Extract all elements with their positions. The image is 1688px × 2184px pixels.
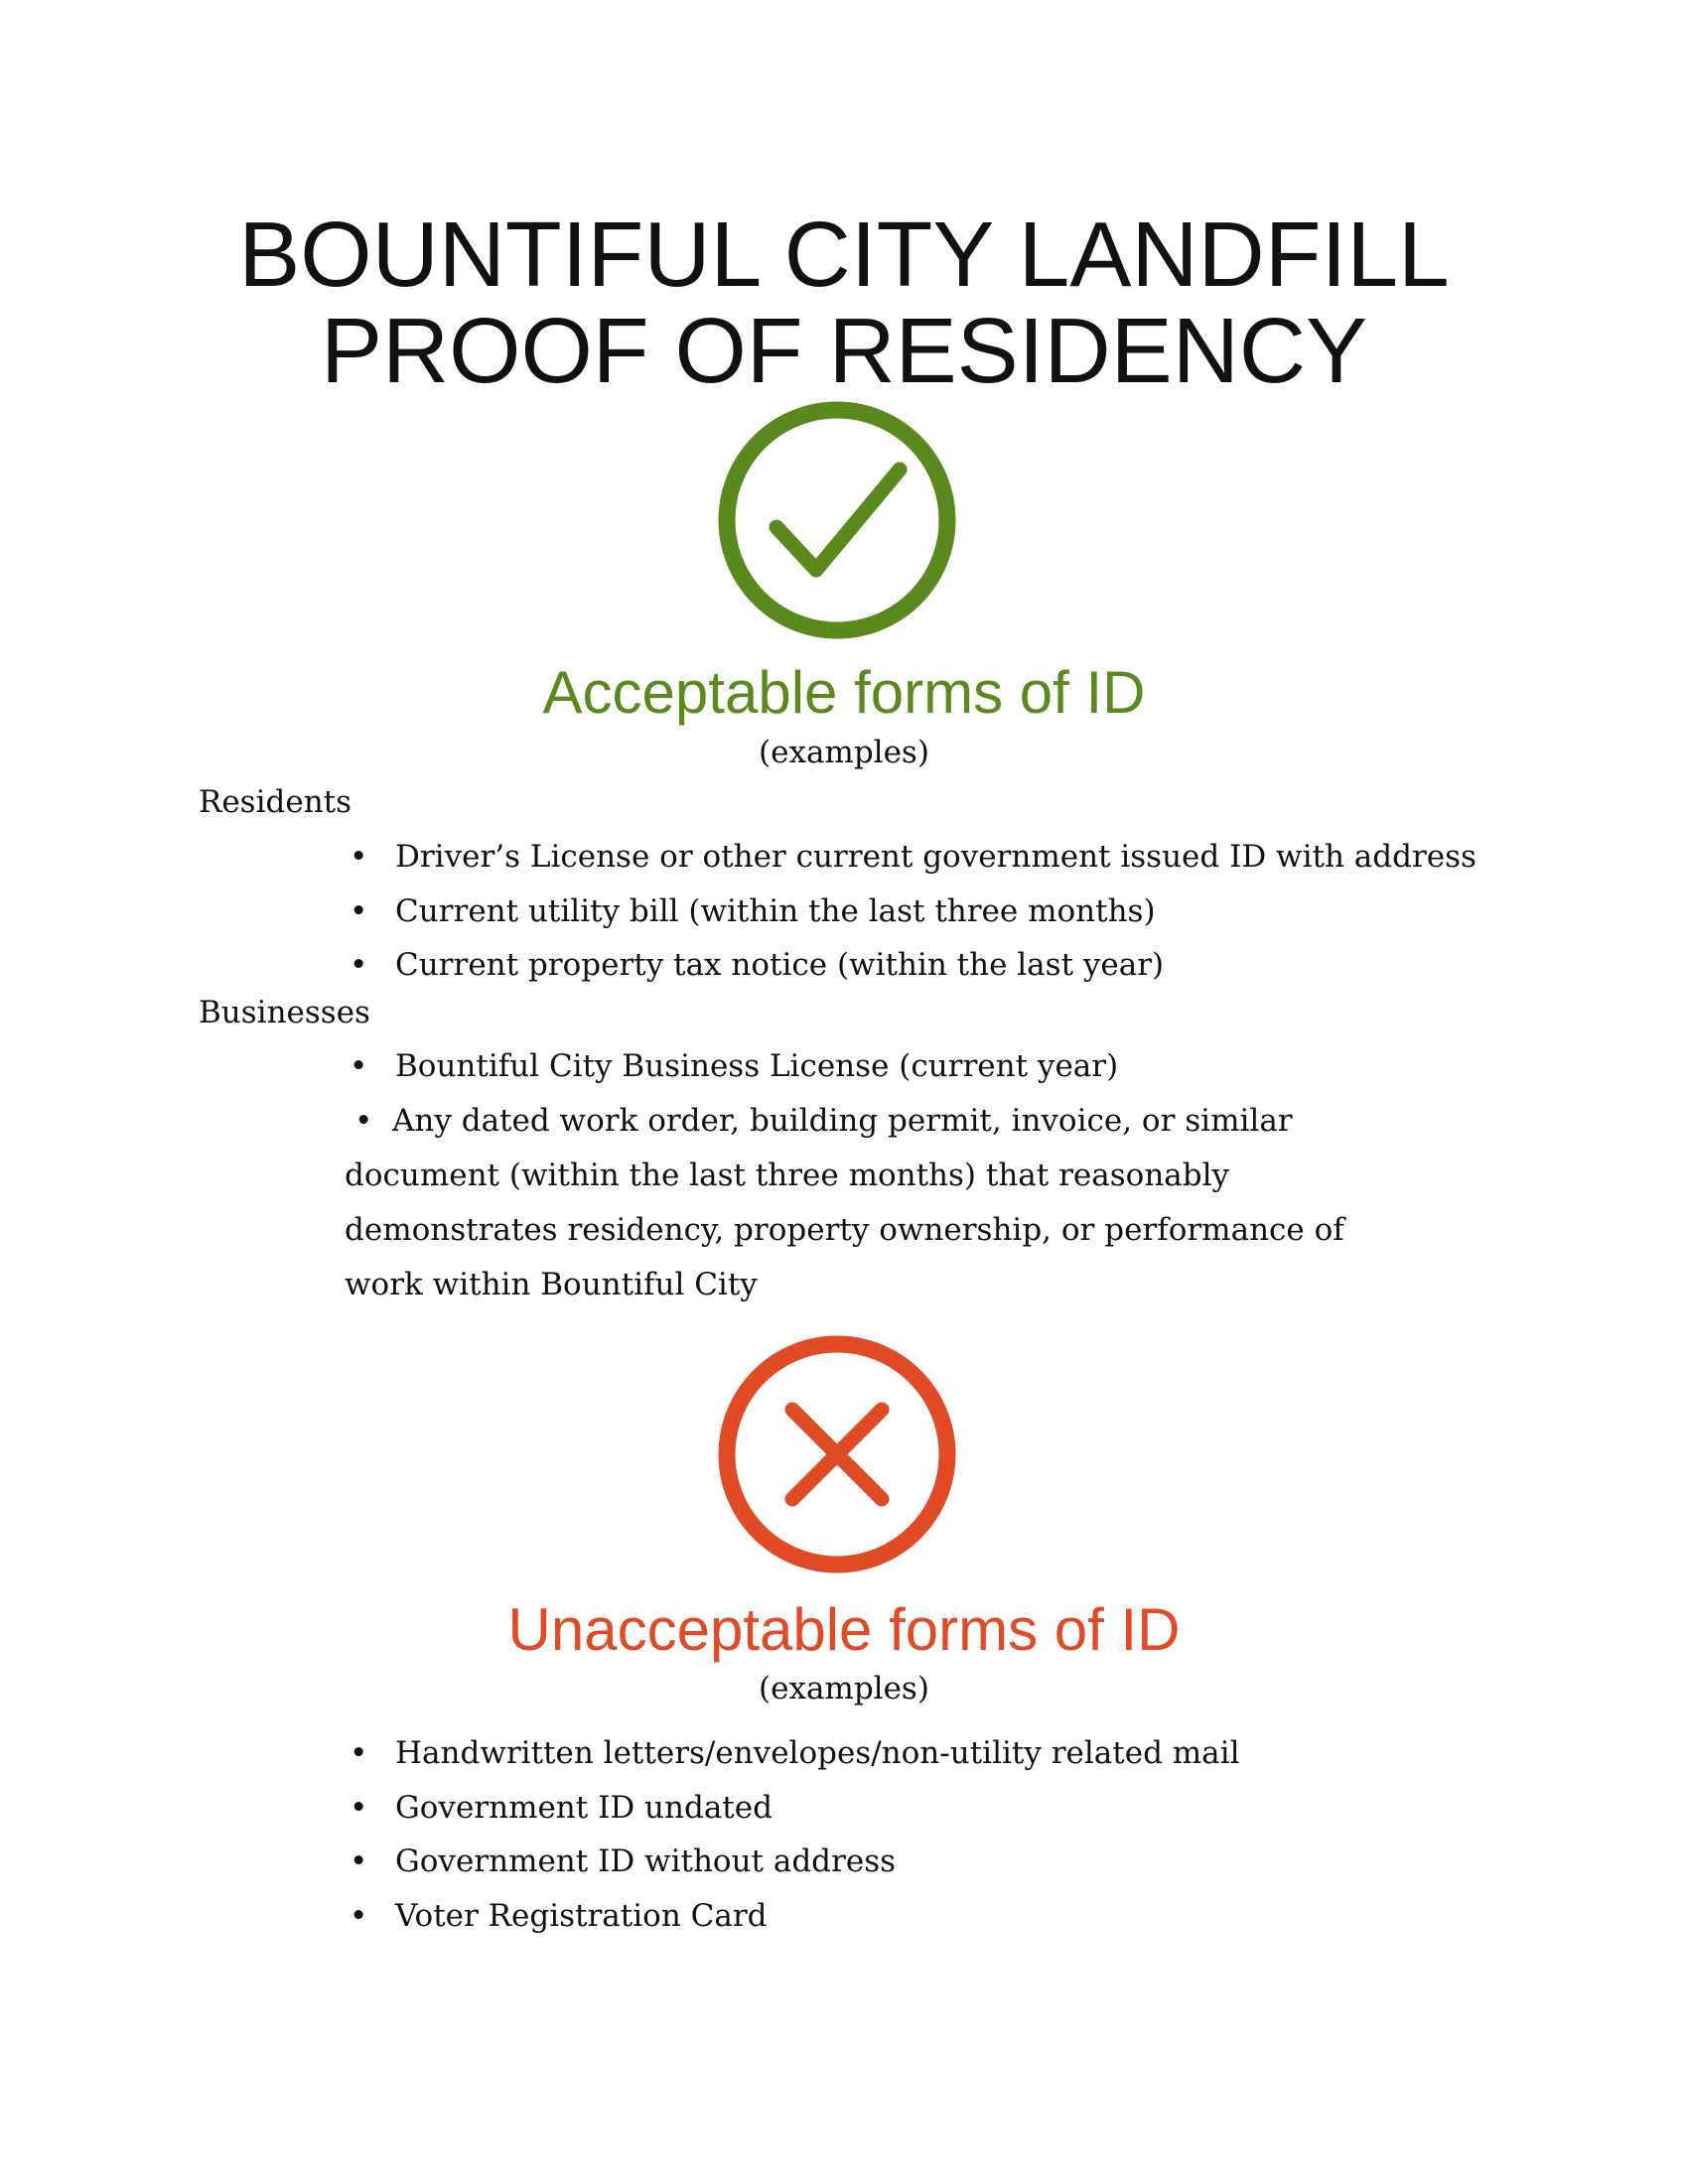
bullet-icon: •: [350, 839, 368, 875]
unacceptable-heading: Unacceptable forms of ID: [507, 1596, 1181, 1663]
page-title-line-1: BOUNTIFUL CITY LANDFILL: [238, 203, 1450, 306]
list-item: • Current utility bill (within the last three months): [345, 885, 1477, 939]
list-item: • Government ID undated: [345, 1781, 1240, 1836]
acceptable-heading: Acceptable forms of ID: [542, 659, 1146, 726]
bullet-icon: •: [350, 947, 368, 983]
businesses-label: Businesses: [199, 995, 370, 1030]
list-item: • Government ID without address: [345, 1835, 1240, 1889]
list-item: • Driver’s License or other current government issued ID with address: [345, 830, 1477, 885]
check-circle-icon: [717, 400, 957, 640]
bullet-icon: •: [350, 1735, 368, 1771]
bullet-icon: •: [350, 1048, 368, 1084]
bullet-icon: •: [354, 1102, 373, 1139]
unacceptable-list: [345, 1726, 1240, 1943]
list-item: • Handwritten letters/envelopes/non-utility related mail: [345, 1726, 1240, 1781]
unacceptable-examples-note: (examples): [759, 1671, 929, 1706]
list-item: • Voter Registration Card: [345, 1889, 1240, 1944]
acceptable-examples-note: (examples): [759, 735, 929, 770]
x-circle-icon: [717, 1334, 957, 1574]
page-title-line-2: PROOF OF RESIDENCY: [320, 299, 1368, 402]
bullet-icon: •: [350, 1897, 368, 1934]
bullet-icon: •: [350, 1789, 368, 1826]
businesses-list: [345, 1039, 1427, 1312]
bullet-icon: •: [350, 892, 368, 929]
list-item: • Current property tax notice (within the last year): [345, 938, 1477, 993]
residents-list: [345, 830, 1477, 993]
list-item: • Any dated work order, building permit, invoice, or similar document (within the last three months) that reasonably demonstrates residency, property ownership, or performance of work within Bountiful City: [345, 1094, 1427, 1312]
residents-label: Residents: [199, 784, 352, 820]
list-item: • Bountiful City Business License (current year): [345, 1039, 1427, 1094]
bullet-icon: •: [350, 1843, 368, 1879]
